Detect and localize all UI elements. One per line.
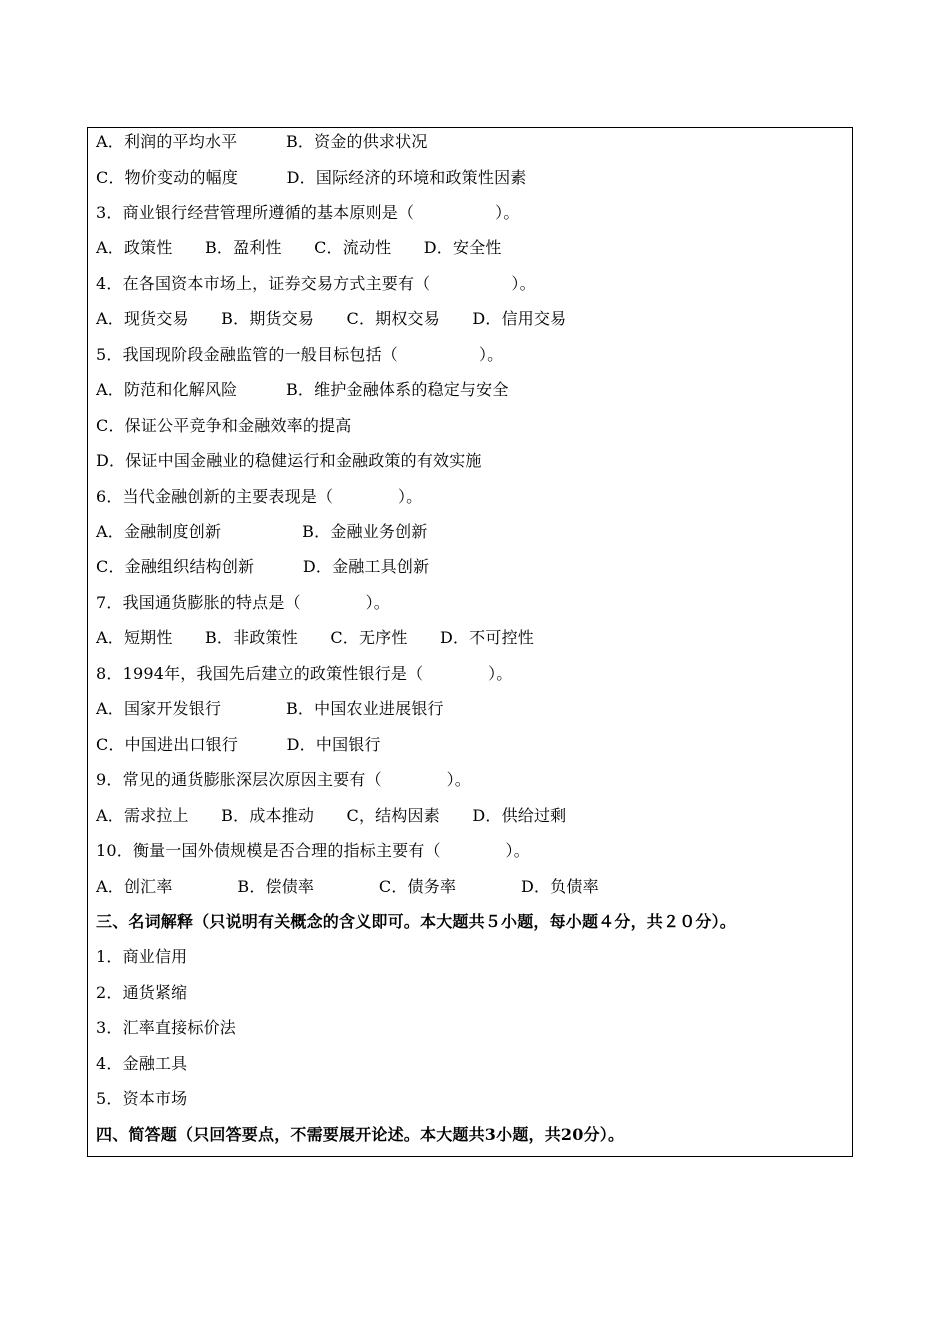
q5-options-ab: A．防范和化解风险 B．维护金融体系的稳定与安全 — [96, 380, 509, 399]
q8-options-cd: C．中国进出口银行 D．中国银行 — [96, 735, 381, 754]
q2-options-cd: C．物价变动的幅度 D．国际经济的环境和政策性因素 — [96, 168, 527, 187]
q10-stem: 10．衡量一国外债规模是否合理的指标主要有（ ）。 — [96, 841, 530, 860]
q2-options-ab: A．利润的平均水平 B．资金的供求状况 — [96, 132, 428, 151]
q6-options-ab: A．金融制度创新 B．金融业务创新 — [96, 522, 428, 541]
q7-options: A．短期性 B．非政策性 C．无序性 D．不可控性 — [96, 628, 534, 647]
q5-option-c: C．保证公平竞争和金融效率的提高 — [96, 416, 352, 435]
q8-options-ab: A．国家开发银行 B．中国农业进展银行 — [96, 699, 444, 718]
term-3: 3．汇率直接标价法 — [96, 1018, 236, 1037]
term-5: 5．资本市场 — [96, 1089, 188, 1108]
q10-options: A．创汇率 B．偿债率 C．债务率 D．负债率 — [96, 877, 599, 896]
q8-stem: 8．1994年，我国先后建立的政策性银行是（ ）。 — [96, 664, 513, 683]
term-4: 4．金融工具 — [96, 1054, 188, 1073]
term-2: 2．通货紧缩 — [96, 983, 188, 1002]
section-4-heading: 四、简答题（只回答要点，不需要展开论述。本大题共3小题，共20分）。 — [96, 1125, 625, 1144]
q3-stem: 3．商业银行经营管理所遵循的基本原则是（ ）。 — [96, 203, 520, 222]
section-3-heading: 三、名词解释（只说明有关概念的含义即可。本大题共５小题，每小题４分，共２０分）。 — [96, 912, 737, 931]
q6-stem: 6．当代金融创新的主要表现是（ ）。 — [96, 487, 423, 506]
q4-options: A．现货交易 B．期货交易 C．期权交易 D．信用交易 — [96, 309, 567, 328]
q3-options: A．政策性 B．盈利性 C．流动性 D．安全性 — [96, 238, 502, 257]
term-1: 1．商业信用 — [96, 947, 188, 966]
q5-option-d: D．保证中国金融业的稳健运行和金融政策的有效实施 — [96, 451, 482, 470]
q9-options: A．需求拉上 B．成本推动 C，结构因素 D．供给过剩 — [96, 806, 567, 825]
q9-stem: 9．常见的通货膨胀深层次原因主要有（ ）。 — [96, 770, 471, 789]
q7-stem: 7．我国通货膨胀的特点是（ ）。 — [96, 593, 390, 612]
q6-options-cd: C．金融组织结构创新 D．金融工具创新 — [96, 557, 430, 576]
q5-stem: 5．我国现阶段金融监管的一般目标包括（ ）。 — [96, 345, 504, 364]
q4-stem: 4．在各国资本市场上，证券交易方式主要有（ ）。 — [96, 274, 536, 293]
